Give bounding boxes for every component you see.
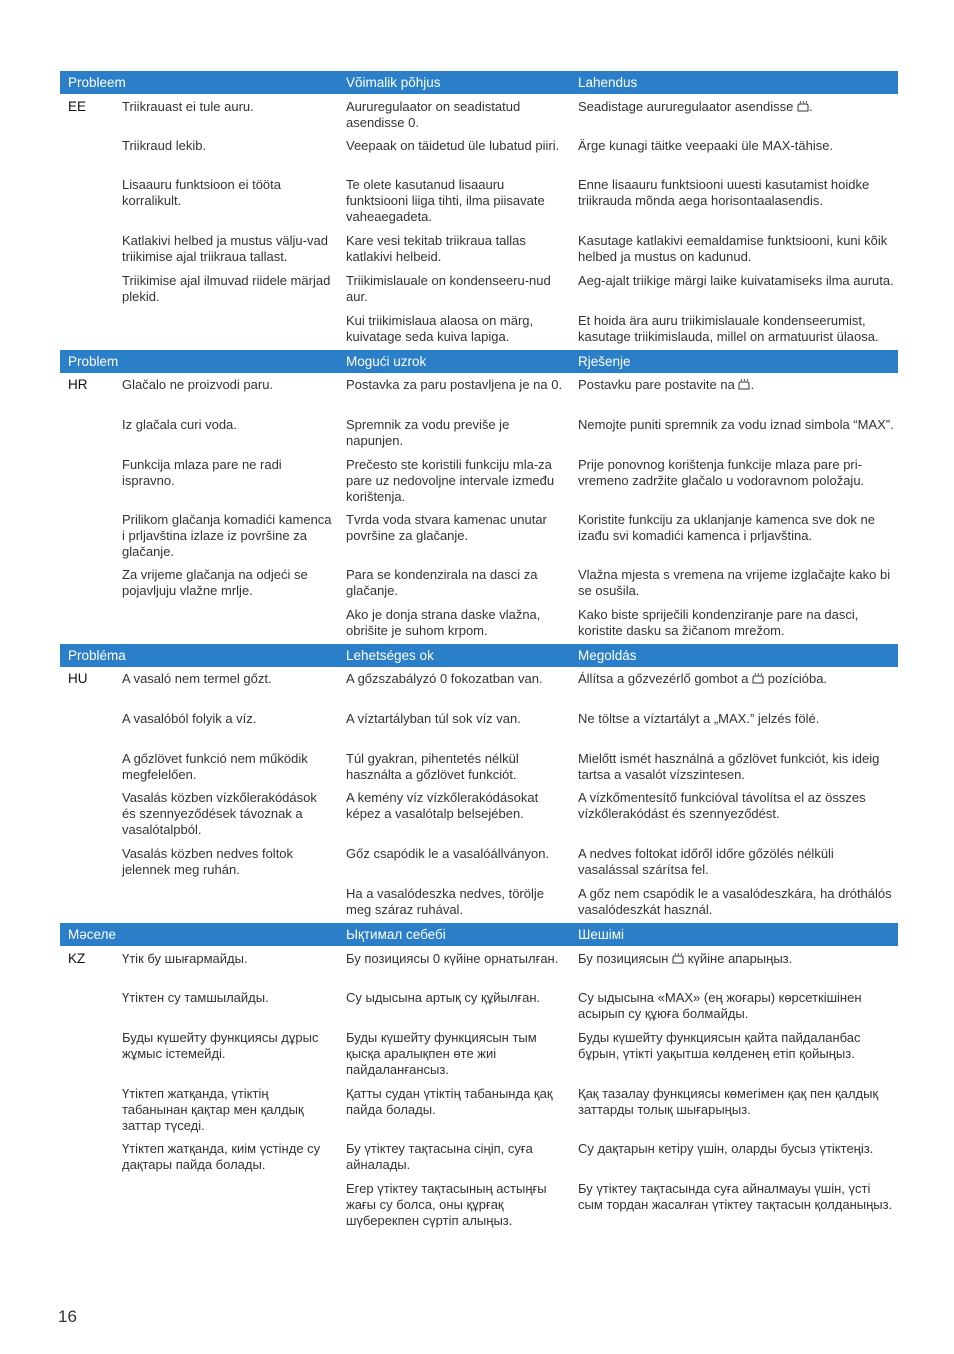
cause-text: Postavka za paru postavljena je na 0. <box>346 377 563 392</box>
language-code: HU <box>68 671 88 686</box>
cause-text: Бу позициясы 0 күйіне орнатылған. <box>346 951 559 966</box>
troubleshooting-table <box>60 71 898 1233</box>
cause-text: Су ыдысына артық су құйылған. <box>346 990 541 1005</box>
cause-text: Triikimislauale on kondenseeru-nud aur. <box>346 273 551 304</box>
solution-text: Vlažna mjesta s vremena na vrijeme izglačajte kako bi se osušila. <box>578 567 891 598</box>
cause-text: Prečesto ste koristili funkciju mla-za pare uz nedovoljne intervale između korištenja. <box>346 457 555 504</box>
problem-text: Triikraud lekib. <box>122 138 207 153</box>
table-row <box>60 787 898 843</box>
problem-text: A vasaló nem termel gőzt. <box>122 671 272 686</box>
table-row <box>60 509 898 564</box>
table-row <box>60 1178 898 1234</box>
problem-text: Lisaauru funktsioon ei tööta korralikult. <box>122 177 281 208</box>
language-code: EE <box>68 99 87 114</box>
solution-text: Kasutage katlakivi eemaldamise funktsiooni, kuni kõik helbed ja mustus on kadunud. <box>578 233 888 264</box>
solution-text: Су ыдысына «MAX» (ең жоғары) көрсеткішінен асырып су құюға болмайды. <box>578 990 862 1021</box>
header-problem: Probléma <box>68 648 126 663</box>
solution-text: Қақ тазалау функциясы көмегімен қақ пен қалдық заттарды толық шығарыңыз. <box>578 1086 879 1117</box>
table-row <box>60 843 898 883</box>
cause-text: Ha a vasalódeszka nedves, törölje meg száraz ruhával. <box>346 886 545 917</box>
solution-text: Koristite funkciju za uklanjanje kamenca sve dok ne izađu svi komadići kamenca i prljavština. <box>578 512 875 543</box>
header-problem: Problem <box>68 354 119 369</box>
section-ee <box>60 71 898 350</box>
problem-text: Katlakivi helbed ja mustus välju-vad triikimise ajal triikraua tallast. <box>122 233 328 264</box>
cause-text: Gőz csapódik le a vasalóállványon. <box>346 846 550 861</box>
solution-text: Prije ponovnog korištenja funkcije mlaza pare pri-vremeno zadržite glačalo u vodoravnom položaju. <box>578 457 865 488</box>
solution-text: Mielőtt ismét használná a gőzlövet funkciót, kis ideig tartsa a vasalót vízszintesen. <box>578 751 880 782</box>
header-problem: Мәселе <box>68 927 116 942</box>
section-hr <box>60 350 898 644</box>
table-row <box>60 564 898 604</box>
cause-text: Ako je donja strana daske vlažna, obrišite je suhom krpom. <box>346 607 541 638</box>
solution-text: Postavku pare postavite na . <box>578 377 755 392</box>
solution-text: Буды күшейту функциясын қайта пайдаланбас бұрын, үтікті уақытша көлденең етіп қойыңыз. <box>578 1030 861 1061</box>
table-row <box>60 94 898 134</box>
table-header <box>60 71 898 94</box>
solution-text: Enne lisaauru funktsiooni uuesti kasutamist hoidke triikrauda mõnda aega horisontaalasendis. <box>578 177 870 208</box>
steam-icon <box>797 101 809 112</box>
table-row <box>60 747 898 787</box>
language-code: KZ <box>68 951 86 966</box>
solution-text: Seadistage aururegulaator asendisse . <box>578 99 813 114</box>
table-row <box>60 413 898 453</box>
table-header <box>60 923 898 946</box>
header-solution: Megoldás <box>578 648 637 663</box>
solution-text: Бу позициясын күйіне апарыңыз. <box>578 951 793 966</box>
solution-text: A gőz nem csapódik le a vasalódeszkára, ha dróthálós vasalódeszkát használ. <box>578 886 892 917</box>
steam-icon <box>738 379 750 390</box>
table-row <box>60 707 898 747</box>
cause-text: Kui triikimislaua alaosa on märg, kuivatage seda kuiva lapiga. <box>346 313 534 344</box>
problem-text: Triikimise ajal ilmuvad riidele märjad plekid. <box>122 273 331 304</box>
problem-text: Prilikom glačanja komadići kamenca i prljavština izlaze iz površine za glačanje. <box>122 512 332 559</box>
solution-text: A nedves foltokat időről időre gőzölés nélküli vasalással szárítsa fel. <box>578 846 834 877</box>
problem-text: Vasalás közben nedves foltok jelennek meg ruhán. <box>122 846 294 877</box>
solution-text: A vízkőmentesítő funkcióval távolítsa el az összes vízkőlerakódást és szennyeződést. <box>578 790 866 821</box>
table-row <box>60 1082 898 1138</box>
problem-text: Iz glačala curi voda. <box>122 417 237 432</box>
problem-text: Үтіктеп жатқанда, үтіктің табанынан қақтар мен қалдық заттар түседі. <box>122 1086 304 1133</box>
problem-text: Glačalo ne proizvodi paru. <box>122 377 274 392</box>
cause-text: Қатты судан үтіктің табанында қақ пайда болады. <box>346 1086 553 1117</box>
table-header <box>60 350 898 373</box>
table-row <box>60 1026 898 1082</box>
table-row <box>60 1138 898 1178</box>
cause-text: Aururegulaator on seadistatud asendisse 0. <box>346 99 521 130</box>
cause-text: Para se kondenzirala na dasci za glačanje. <box>346 567 538 598</box>
problem-text: Буды күшейту функциясы дұрыс жұмыс істемейді. <box>122 1030 319 1061</box>
problem-text: Үтіктен су тамшылайды. <box>122 990 269 1005</box>
table-header <box>60 644 898 667</box>
solution-text: Ärge kunagi täitke veepaaki üle MAX-tähise. <box>578 138 834 153</box>
problem-text: A vasalóból folyik a víz. <box>122 711 257 726</box>
problem-text: Үтіктеп жатқанда, киім үстінде су дақтары пайда болады. <box>122 1141 321 1172</box>
cause-text: A gőzszabályzó 0 fokozatban van. <box>346 671 543 686</box>
table-row <box>60 134 898 174</box>
table-row <box>60 667 898 707</box>
cause-text: Veepaak on täidetud üle lubatud piiri. <box>346 138 560 153</box>
header-problem: Probleem <box>68 75 126 90</box>
cause-text: Túl gyakran, pihentetés nélkül használta a gőzlövet funkciót. <box>346 751 519 782</box>
solution-text: Állítsa a gőzvezérlő gombot a pozícióba. <box>578 671 828 686</box>
solution-text: Nemojte puniti spremnik za vodu iznad simbola “MAX”. <box>578 417 894 432</box>
table-row <box>60 604 898 644</box>
header-solution: Шешімі <box>578 927 624 942</box>
table-row <box>60 946 898 986</box>
problem-text: Triikrauast ei tule auru. <box>122 99 254 114</box>
cause-text: Буды күшейту функциясын тым қысқа аралықпен өте жиі пайдаланғансыз. <box>346 1030 537 1077</box>
table-row <box>60 174 898 230</box>
page-number: 16 <box>58 1307 77 1326</box>
solution-text: Ne töltse a víztartályt a „MAX.” jelzés fölé. <box>578 711 820 726</box>
problem-text: Funkcija mlaza pare ne radi ispravno. <box>122 457 282 488</box>
cause-text: A víztartályban túl sok víz van. <box>346 711 521 726</box>
solution-text: Et hoida ära auru triikimislauale kondenseerumist, kasutage triikimislauda, millel on armatuurist ülaosa. <box>578 313 879 344</box>
cause-text: Kare vesi tekitab triikraua tallas katlakivi helbeid. <box>346 233 526 264</box>
solution-text: Kako biste spriječili kondenziranje pare na dasci, koristite dasku sa žičanom mrežom. <box>578 607 859 638</box>
table-row <box>60 310 898 350</box>
header-cause: Lehetséges ok <box>346 648 434 663</box>
header-solution: Lahendus <box>578 75 638 90</box>
table-row <box>60 270 898 310</box>
problem-text: Za vrijeme glačanja na odjeći se pojavljuju vlažne mrlje. <box>122 567 308 598</box>
header-cause: Ықтимал себебі <box>346 927 446 942</box>
table-row <box>60 453 898 509</box>
cause-text: Te olete kasutanud lisaauru funktsiooni liiga tihti, ilma piisavate vaheaegadeta. <box>346 177 545 224</box>
table-row <box>60 986 898 1026</box>
steam-icon <box>752 673 764 684</box>
header-cause: Võimalik põhjus <box>346 75 441 90</box>
solution-text: Бу үтіктеу тақтасында суға айналмауы үшін, үсті сым тордан жасалған үтіктеу тақтасын қолданыңыз. <box>578 1181 893 1212</box>
steam-icon <box>672 953 684 964</box>
problem-text: A gőzlövet funkció nem működik megfelelően. <box>122 751 308 782</box>
cause-text: Егер үтіктеу тақтасының астыңғы жағы су болса, оны құрғақ шүберекпен сүртіп алыңыз. <box>346 1181 547 1228</box>
cause-text: A kemény víz vízkőlerakódásokat képez a vasalótalp belsejében. <box>346 790 539 821</box>
table-row <box>60 230 898 270</box>
table-row <box>60 373 898 413</box>
cause-text: Tvrda voda stvara kamenac unutar površine za glačanje. <box>346 512 547 543</box>
solution-text: Су дақтарын кетіру үшін, оларды бусыз үтіктеңіз. <box>578 1141 874 1156</box>
section-kz <box>60 923 898 1233</box>
problem-text: Үтік бу шығармайды. <box>122 951 248 966</box>
table-row <box>60 883 898 923</box>
section-hu <box>60 644 898 923</box>
language-code: HR <box>68 377 88 392</box>
problem-text: Vasalás közben vízkőlerakódások és szennyeződések távoznak a vasalótalpból. <box>122 790 317 837</box>
header-solution: Rješenje <box>578 354 631 369</box>
cause-text: Spremnik za vodu previše je napunjen. <box>346 417 510 448</box>
solution-text: Aeg-ajalt triikige märgi laike kuivatamiseks ilma auruta. <box>578 273 894 288</box>
cause-text: Бу үтіктеу тақтасына сіңіп, суға айналады. <box>346 1141 533 1172</box>
header-cause: Mogući uzrok <box>346 354 427 369</box>
